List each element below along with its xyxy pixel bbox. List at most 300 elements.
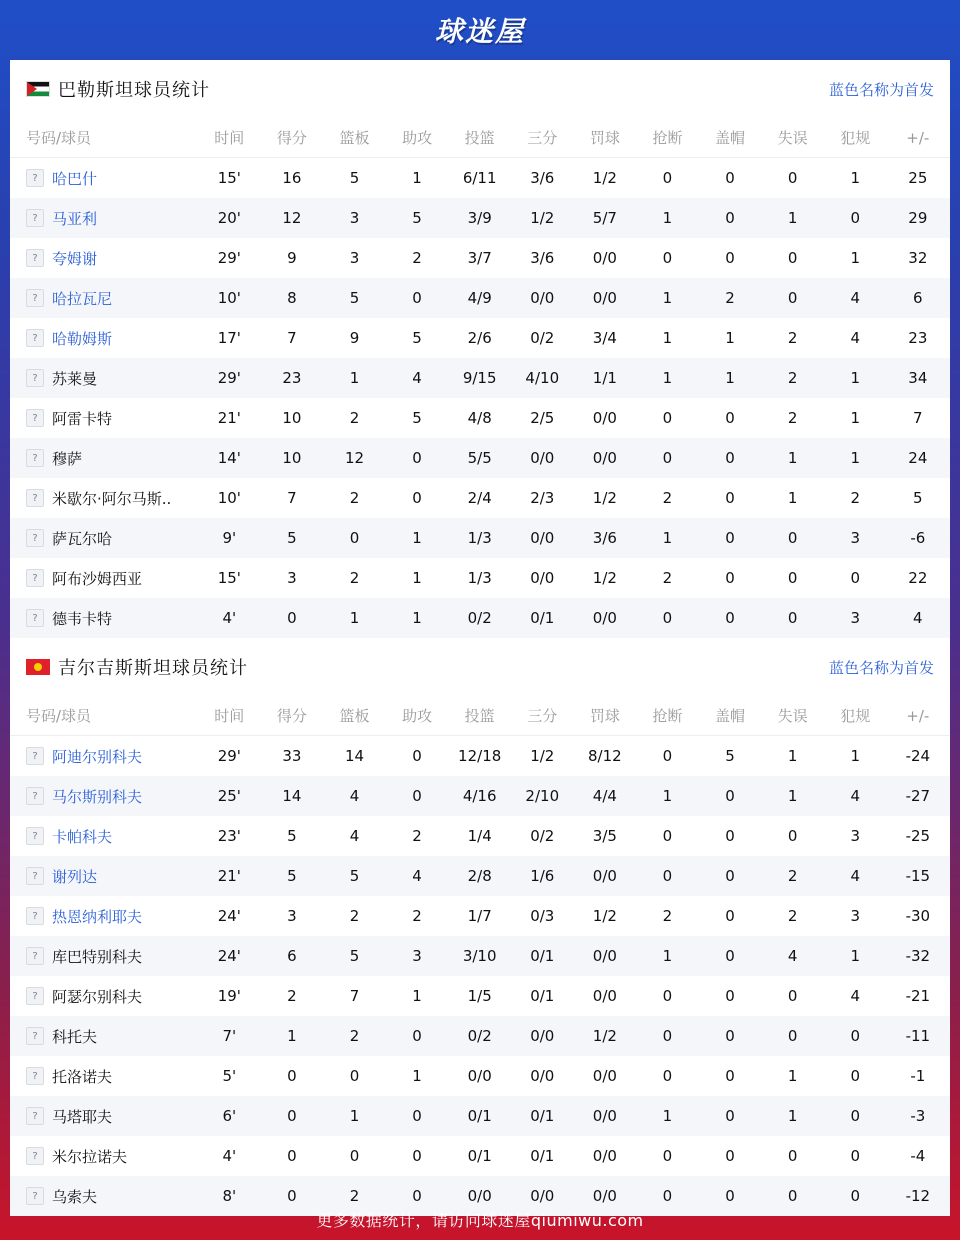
player-cell	[10, 746, 198, 767]
stat-cell: 0/2	[467, 609, 492, 627]
column-header[interactable]: 罚球	[589, 707, 620, 725]
player-name[interactable]: 哈巴什	[52, 169, 98, 188]
stat-cell: 0	[850, 1147, 860, 1165]
player-cell	[10, 1106, 198, 1127]
player-row[interactable]	[10, 478, 950, 518]
player-name[interactable]: 穆萨	[52, 449, 83, 468]
column-header[interactable]: 投篮	[464, 129, 495, 147]
stat-cell: -32	[905, 947, 931, 965]
stat-cell: -12	[905, 1187, 931, 1205]
stat-cell: 4	[850, 787, 860, 805]
team-header	[10, 638, 950, 696]
player-avatar-placeholder-icon: ?	[26, 529, 44, 547]
player-name[interactable]: 谢列达	[52, 867, 98, 886]
stat-cell: 0	[787, 289, 798, 307]
stat-cell: 1/2	[530, 747, 555, 765]
stat-cell: 4'	[222, 609, 237, 627]
player-cell	[10, 528, 198, 549]
stat-cell: 0/2	[530, 827, 555, 845]
player-name[interactable]: 哈拉瓦尼	[52, 289, 113, 308]
stat-cell: 1	[662, 787, 673, 805]
player-row[interactable]	[10, 936, 950, 976]
stat-cell: 1	[850, 169, 860, 187]
player-row[interactable]	[10, 158, 950, 198]
stat-cell: 3	[850, 529, 860, 547]
column-header[interactable]: +/-	[906, 706, 930, 725]
player-row[interactable]	[10, 776, 950, 816]
stat-cell: -15	[905, 867, 931, 885]
stat-cell: 0	[412, 747, 422, 765]
stat-cell: 6	[913, 289, 923, 307]
player-avatar-placeholder-icon: ?	[26, 1067, 44, 1085]
player-row[interactable]	[10, 358, 950, 398]
stat-cell: 5	[349, 867, 360, 885]
player-avatar-placeholder-icon: ?	[26, 907, 44, 925]
column-header[interactable]: 罚球	[589, 129, 620, 147]
stat-cell: 3	[287, 569, 297, 587]
stat-cell: 2	[787, 907, 798, 925]
stat-cell: 0	[412, 489, 422, 507]
column-header[interactable]: 犯规	[840, 707, 871, 725]
stat-cell: 0	[850, 1107, 860, 1125]
player-row[interactable]	[10, 438, 950, 478]
column-header[interactable]: 失误	[777, 129, 808, 147]
stat-cell: 0	[725, 249, 735, 267]
column-header[interactable]: 助攻	[402, 129, 433, 147]
column-header[interactable]: +/-	[906, 128, 930, 147]
stat-cell: 0	[787, 249, 798, 267]
stat-cell: 1/2	[592, 907, 617, 925]
stat-cell: 3	[412, 947, 422, 965]
player-cell	[10, 866, 198, 887]
player-name[interactable]: 阿迪尔别科夫	[52, 747, 143, 766]
stat-cell: 1	[850, 947, 860, 965]
player-row[interactable]	[10, 278, 950, 318]
column-header[interactable]: 失误	[777, 707, 808, 725]
stat-cell: 1	[850, 249, 860, 267]
player-name[interactable]: 托洛诺夫	[52, 1067, 113, 1086]
player-name[interactable]: 夸姆谢	[52, 249, 98, 268]
player-name[interactable]: 卡帕科夫	[52, 827, 113, 846]
stat-cell: 4	[850, 329, 860, 347]
player-name[interactable]: 德韦卡特	[52, 609, 113, 628]
stat-cell: 1	[787, 747, 798, 765]
stat-cell: 0/0	[592, 1067, 617, 1085]
stat-cell: 0/1	[530, 987, 555, 1005]
player-avatar-placeholder-icon: ?	[26, 1107, 44, 1125]
stat-cell: 4	[412, 867, 422, 885]
stat-cell: 2	[662, 489, 673, 507]
stat-cell: 0	[662, 867, 673, 885]
stat-cell: 0	[725, 1107, 735, 1125]
stat-cell: 2	[787, 867, 798, 885]
stat-cell: 0	[850, 569, 860, 587]
player-name[interactable]: 哈勒姆斯	[52, 329, 113, 348]
stat-cell: 0/3	[530, 907, 555, 925]
stat-cell: 0	[725, 1187, 735, 1205]
stat-cell: 0	[725, 907, 735, 925]
player-cell	[10, 288, 198, 309]
player-avatar-placeholder-icon: ?	[26, 209, 44, 227]
stat-cell: 32	[908, 249, 928, 267]
stat-cell: 1	[662, 529, 673, 547]
player-row[interactable]	[10, 198, 950, 238]
column-header[interactable]: 助攻	[402, 707, 433, 725]
stat-cell: 1	[662, 369, 673, 387]
column-header[interactable]: 犯规	[840, 129, 871, 147]
column-header[interactable]: 投篮	[464, 707, 495, 725]
stat-cell: 0	[725, 787, 735, 805]
stat-cell: 0	[287, 1147, 297, 1165]
column-header[interactable]: 抢断	[652, 129, 683, 147]
stat-cell: 3	[850, 609, 860, 627]
stat-cell: 0	[725, 947, 735, 965]
stat-cell: 1	[787, 1067, 798, 1085]
stat-cell: 0	[787, 529, 798, 547]
stat-cell: 0/0	[530, 569, 555, 587]
stat-cell: 0/0	[592, 867, 617, 885]
player-name[interactable]: 萨瓦尔哈	[52, 529, 113, 548]
stat-cell: 2/4	[467, 489, 492, 507]
column-header-row	[10, 696, 950, 736]
stat-cell: 0	[287, 1067, 297, 1085]
stat-cell: 1	[725, 369, 735, 387]
player-row[interactable]	[10, 238, 950, 278]
player-avatar-placeholder-icon: ?	[26, 409, 44, 427]
stat-cell: 0	[725, 529, 735, 547]
stat-cell: 0	[787, 1027, 798, 1045]
column-header[interactable]: 得分	[276, 129, 307, 147]
player-avatar-placeholder-icon: ?	[26, 867, 44, 885]
stat-cell: 3/9	[467, 209, 492, 227]
stat-cell: 2	[662, 907, 673, 925]
player-cell	[10, 986, 198, 1007]
player-row[interactable]	[10, 1056, 950, 1096]
stat-cell: 17'	[217, 329, 241, 347]
player-cell	[10, 168, 198, 189]
stat-cell: 34	[908, 369, 928, 387]
stat-cell: 0	[787, 827, 798, 845]
stat-cell: 6	[287, 947, 297, 965]
stat-cell: 16	[282, 169, 302, 187]
stat-cell: 4	[850, 987, 860, 1005]
kyrgyzstan-flag	[26, 659, 50, 675]
stat-cell: 0	[850, 1067, 860, 1085]
stat-cell: 0	[725, 569, 735, 587]
stat-cell: 4/4	[592, 787, 617, 805]
stat-cell: 9'	[222, 529, 237, 547]
player-avatar-placeholder-icon: ?	[26, 449, 44, 467]
stat-cell: 25'	[217, 787, 241, 805]
player-avatar-placeholder-icon: ?	[26, 609, 44, 627]
stat-cell: 25	[908, 169, 928, 187]
brand-logo[interactable]: 球迷屋	[434, 15, 525, 48]
player-cell	[10, 408, 198, 429]
stat-cell: 29	[908, 209, 928, 227]
stat-cell: 0	[787, 987, 798, 1005]
player-row[interactable]	[10, 1136, 950, 1176]
stat-cell: 1/6	[530, 867, 555, 885]
stat-cell: 6/11	[462, 169, 497, 187]
stat-cell: 0/0	[592, 449, 617, 467]
stat-cell: 3/6	[592, 529, 617, 547]
stat-cell: 1	[349, 1107, 360, 1125]
stat-cell: 0	[725, 1147, 735, 1165]
stat-cell: 0/0	[592, 1187, 617, 1205]
player-name[interactable]: 马塔耶夫	[52, 1107, 113, 1126]
stat-cell: 5	[349, 289, 360, 307]
player-avatar-placeholder-icon: ?	[26, 489, 44, 507]
stat-cell: 1	[850, 369, 860, 387]
player-name[interactable]: 米尔拉诺夫	[52, 1147, 128, 1166]
stat-cell: 0	[412, 1107, 422, 1125]
stat-cell: 29'	[217, 249, 241, 267]
column-header[interactable]: 篮板	[339, 707, 370, 725]
player-cell	[10, 826, 198, 847]
column-header[interactable]: 号码/球员	[26, 707, 92, 725]
stat-cell: 0	[850, 1027, 860, 1045]
stat-cell: 3	[349, 209, 360, 227]
stat-cell: 1/3	[467, 529, 492, 547]
column-header-row	[10, 118, 950, 158]
stat-cell: 0	[662, 1027, 673, 1045]
stat-cell: 1	[662, 289, 673, 307]
player-cell	[10, 328, 198, 349]
stat-cell: 2	[412, 907, 422, 925]
stat-cell: 0	[725, 609, 735, 627]
stat-cell: 0/0	[530, 1067, 555, 1085]
stat-cell: 2	[349, 569, 360, 587]
player-row[interactable]	[10, 856, 950, 896]
stat-cell: -21	[905, 987, 931, 1005]
stat-cell: 21'	[217, 867, 241, 885]
stats-panel	[10, 60, 950, 1206]
stat-cell: 0	[850, 1187, 860, 1205]
stat-cell: 29'	[217, 369, 241, 387]
column-header[interactable]: 时间	[214, 129, 245, 147]
stat-cell: 0/0	[592, 409, 617, 427]
stat-cell: 9	[349, 329, 360, 347]
stat-cell: 7	[287, 329, 297, 347]
stat-cell: 29'	[217, 747, 241, 765]
stat-cell: -25	[905, 827, 931, 845]
player-row[interactable]	[10, 976, 950, 1016]
stat-cell: 0	[787, 1147, 798, 1165]
stat-cell: 0/2	[530, 329, 555, 347]
player-row[interactable]	[10, 736, 950, 776]
stat-cell: 0	[349, 529, 360, 547]
stat-cell: -30	[905, 907, 931, 925]
stat-cell: 1	[850, 449, 860, 467]
stat-cell: 1	[787, 787, 798, 805]
stat-cell: 0	[412, 1027, 422, 1045]
team-section	[10, 60, 950, 638]
stat-cell: 0/0	[530, 449, 555, 467]
stat-cell: 1	[850, 409, 860, 427]
stat-cell: 0/0	[592, 1147, 617, 1165]
starter-legend: 蓝色名称为首发	[828, 80, 934, 99]
stat-cell: 0	[725, 409, 735, 427]
player-avatar-placeholder-icon: ?	[26, 249, 44, 267]
stat-cell: 4	[349, 827, 360, 845]
stat-cell: 1/4	[467, 827, 492, 845]
player-name[interactable]: 阿布沙姆西亚	[52, 569, 143, 588]
stat-cell: 0	[662, 449, 673, 467]
stat-cell: 1/2	[592, 169, 617, 187]
player-row[interactable]	[10, 318, 950, 358]
column-header[interactable]: 三分	[527, 129, 558, 147]
player-avatar-placeholder-icon: ?	[26, 1147, 44, 1165]
stat-cell: 2/8	[467, 867, 492, 885]
stat-cell: 1/1	[592, 369, 617, 387]
stat-cell: 0	[662, 409, 673, 427]
stat-cell: 0	[850, 209, 860, 227]
stat-cell: 0	[725, 449, 735, 467]
team-title: 吉尔吉斯斯坦球员统计	[58, 658, 248, 679]
stat-cell: -11	[905, 1027, 931, 1045]
stat-cell: -24	[905, 747, 931, 765]
stat-cell: 3/4	[592, 329, 617, 347]
column-header[interactable]: 号码/球员	[26, 129, 92, 147]
stat-cell: 0	[787, 609, 798, 627]
column-header[interactable]: 时间	[214, 707, 245, 725]
stat-cell: 3	[287, 907, 297, 925]
stat-cell: 4'	[222, 1147, 237, 1165]
stat-cell: 23	[282, 369, 302, 387]
player-avatar-placeholder-icon: ?	[26, 1027, 44, 1045]
player-name[interactable]: 阿瑟尔别科夫	[52, 987, 143, 1006]
footer-link-text[interactable]: 更多数据统计，请访问球迷屋qiumiwu.com	[316, 1210, 644, 1230]
player-name[interactable]: 苏莱曼	[52, 369, 98, 388]
stat-cell: 7	[287, 489, 297, 507]
stat-cell: 1	[787, 1107, 798, 1125]
stat-cell: 1	[662, 329, 673, 347]
stat-cell: 5	[412, 329, 422, 347]
player-avatar-placeholder-icon: ?	[26, 569, 44, 587]
stat-cell: 0	[412, 787, 422, 805]
stat-cell: 4/8	[467, 409, 492, 427]
stat-cell: 2/10	[525, 787, 560, 805]
player-row[interactable]	[10, 816, 950, 856]
player-row[interactable]	[10, 398, 950, 438]
stat-cell: 24	[908, 449, 928, 467]
player-row[interactable]	[10, 1096, 950, 1136]
stat-cell: 2/3	[530, 489, 555, 507]
stat-cell: 2	[287, 987, 297, 1005]
column-header[interactable]: 盖帽	[715, 129, 746, 147]
stat-cell: 0	[662, 609, 673, 627]
stat-cell: 14	[282, 787, 302, 805]
stat-cell: 9	[287, 249, 297, 267]
stat-cell: 0	[662, 987, 673, 1005]
player-avatar-placeholder-icon: ?	[26, 369, 44, 387]
team-title: 巴勒斯坦球员统计	[58, 80, 210, 101]
stat-cell: 9/15	[462, 369, 497, 387]
stat-cell: 4/16	[462, 787, 497, 805]
player-name[interactable]: 阿雷卡特	[52, 409, 113, 428]
player-name[interactable]: 科托夫	[52, 1027, 98, 1046]
player-avatar-placeholder-icon: ?	[26, 329, 44, 347]
column-header[interactable]: 盖帽	[715, 707, 746, 725]
player-row[interactable]	[10, 1016, 950, 1056]
stat-cell: 1	[662, 1107, 673, 1125]
stat-cell: 2	[412, 249, 422, 267]
stat-cell: -1	[910, 1067, 926, 1085]
stat-cell: 12/18	[458, 747, 502, 765]
player-cell	[10, 208, 198, 229]
stat-cell: 7	[349, 987, 360, 1005]
stat-cell: 2	[787, 329, 798, 347]
player-name[interactable]: 热恩纳利耶夫	[52, 907, 143, 926]
stat-cell: -6	[910, 529, 926, 547]
player-name[interactable]: 库巴特别科夫	[52, 947, 143, 966]
stat-cell: 0	[349, 1147, 360, 1165]
player-avatar-placeholder-icon: ?	[26, 747, 44, 765]
player-cell	[10, 906, 198, 927]
player-name[interactable]: 马亚利	[52, 209, 98, 228]
player-cell	[10, 368, 198, 389]
stat-cell: 0	[662, 1067, 673, 1085]
player-row[interactable]	[10, 518, 950, 558]
player-cell	[10, 1066, 198, 1087]
stat-cell: 1	[787, 209, 798, 227]
stat-cell: 0/1	[530, 1107, 555, 1125]
stat-cell: 0	[287, 1187, 297, 1205]
column-header[interactable]: 篮板	[339, 129, 370, 147]
stat-cell: 24'	[217, 947, 241, 965]
stat-cell: 1/2	[530, 209, 555, 227]
stat-cell: 15'	[217, 169, 241, 187]
stat-cell: 0/0	[467, 1187, 492, 1205]
stat-cell: 2	[725, 289, 735, 307]
column-header[interactable]: 得分	[276, 707, 307, 725]
column-header[interactable]: 抢断	[652, 707, 683, 725]
stat-cell: 0/0	[592, 987, 617, 1005]
stat-cell: 14	[344, 747, 365, 765]
stat-cell: 0/0	[592, 1107, 617, 1125]
stat-cell: 0/0	[530, 1187, 555, 1205]
player-row[interactable]	[10, 558, 950, 598]
player-name[interactable]: 米歇尔·阿尔马斯..	[52, 489, 172, 508]
stat-cell: 0	[725, 827, 735, 845]
stat-cell: 3/5	[592, 827, 617, 845]
stat-cell: 12	[282, 209, 302, 227]
player-row[interactable]	[10, 896, 950, 936]
stat-cell: -4	[910, 1147, 926, 1165]
column-header[interactable]: 三分	[527, 707, 558, 725]
stat-cell: 23	[908, 329, 928, 347]
stat-cell: 5/7	[592, 209, 617, 227]
stat-cell: 0/1	[530, 947, 555, 965]
stat-cell: 1	[412, 609, 422, 627]
stat-cell: 5	[349, 169, 360, 187]
player-avatar-placeholder-icon: ?	[26, 169, 44, 187]
stat-cell: 0	[287, 609, 297, 627]
stat-cell: 0/0	[530, 1027, 555, 1045]
stat-cell: 5	[725, 747, 735, 765]
team-header	[10, 60, 950, 118]
player-row[interactable]	[10, 598, 950, 638]
stat-cell: 1	[787, 489, 798, 507]
stat-cell: 10	[282, 409, 302, 427]
player-name[interactable]: 马尔斯别科夫	[52, 787, 143, 806]
stat-cell: -3	[910, 1107, 926, 1125]
stat-cell: 1	[412, 529, 422, 547]
stat-cell: 3	[850, 827, 860, 845]
stat-cell: 0	[287, 1107, 297, 1125]
player-name[interactable]: 乌索夫	[52, 1187, 98, 1206]
stat-cell: 4	[349, 787, 360, 805]
